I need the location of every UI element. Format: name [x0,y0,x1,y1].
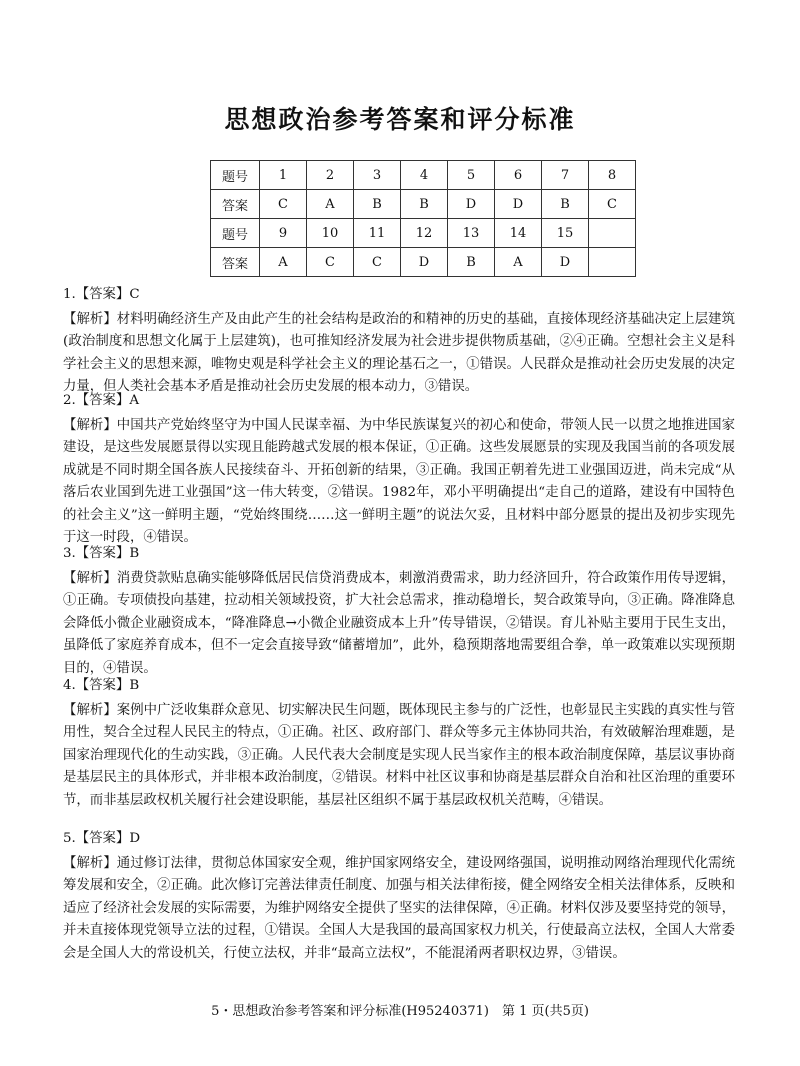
table-cell: 7 [542,161,589,190]
table-cell: B [542,190,589,219]
question-2 [63,390,735,550]
question-answer-heading: 5.【答案】D [63,831,141,846]
table-cell: 13 [448,219,495,248]
page-title: 思想政治参考答案和评分标准 [224,105,576,134]
table-cell: 题号 [211,219,260,248]
table-cell: A [260,248,307,277]
question-explanation: 【解析】中国共产党始终坚守为中国人民谋幸福、为中华民族谋复兴的初心和使命，带领人民一以贯之地推进国家建设，是这些发展愿景得以实现且能跨越式发展的根本保证，①正确。这些发展愿景的实现及我国当前的各项发展成就是不同时期全国各族人民接续奋斗、开拓创新的结果，③正确。我国正朝着先进工业强国迈进，尚未完成“从落后农业国到先进工业强国”这一伟大转变，②错误。1982年，邓小平明确提出“走自己的道路，建设有中国特色的社会主义”这一鲜明主题，“党始终围绕……这一鲜明主题”的说法欠妥，且材料中部分愿景的提出及初步实现先于这一时段，④错误。 [63,417,735,545]
table-cell: 1 [260,161,307,190]
question-1 [63,284,735,399]
table-cell: 答案 [211,248,260,277]
table-cell: 题号 [211,161,260,190]
page-footer: 5・思想政治参考答案和评分标准(H95240371) 第 1 页(共5页) [211,1004,589,1019]
table-row [211,190,636,219]
table-cell: 答案 [211,190,260,219]
table-cell: D [495,190,542,219]
table-cell: 8 [589,161,636,190]
table-cell: D [401,248,448,277]
table-row [211,248,636,277]
table-cell: 10 [307,219,354,248]
question-explanation: 【解析】案例中广泛收集群众意见、切实解决民生问题，既体现民主参与的广泛性，也彰显民主实践的真实性与管用性，契合全过程人民民主的特点，①正确。社区、政府部门、群众等多元主体协同共治，有效破解治理难题，是国家治理现代化的生动实践，③正确。人民代表大会制度是实现人民当家作主的根本政治制度保障，基层议事协商是基层民主的具体形式，并非根本政治制度，②错误。材料中社区议事和协商是基层群众自治和社区治理的重要环节，而非基层政权机关履行社会建设职能，基层社区组织不属于基层政权机关范畴，④错误。 [63,702,735,808]
table-cell: 2 [307,161,354,190]
question-answer-heading: 3.【答案】B [63,546,140,561]
table-cell: C [589,190,636,219]
table-cell [589,219,636,248]
table-cell [589,248,636,277]
table-cell: C [260,190,307,219]
table-cell: 12 [401,219,448,248]
table-cell: C [307,248,354,277]
table-row [211,161,636,190]
table-cell: A [307,190,354,219]
question-5 [63,828,735,965]
table-cell: D [448,190,495,219]
question-answer-heading: 4.【答案】B [63,678,140,693]
table-cell: 6 [495,161,542,190]
table-cell: 5 [448,161,495,190]
table-cell: C [354,248,401,277]
table-cell: 9 [260,219,307,248]
table-cell: 14 [495,219,542,248]
table-cell: 4 [401,161,448,190]
table-cell: 15 [542,219,589,248]
question-3 [63,543,735,680]
table-cell: B [401,190,448,219]
question-answer-heading: 1.【答案】C [63,287,140,302]
table-cell: 11 [354,219,401,248]
question-explanation: 【解析】材料明确经济生产及由此产生的社会结构是政治的和精神的历史的基础，直接体现经济基础决定上层建筑(政治制度和思想文化属于上层建筑)，也可推知经济发展为社会进步提供物质基础，②④正确。空想社会主义是科学社会主义的思想来源，唯物史观是科学社会主义的理论基石之一，①错误。人民群众是推动社会历史发展的决定力量，但人类社会基本矛盾是推动社会历史发展的根本动力，③错误。 [63,311,735,394]
question-answer-heading: 2.【答案】A [63,393,140,408]
table-cell: B [354,190,401,219]
question-4 [63,675,735,812]
table-cell: B [448,248,495,277]
question-explanation: 【解析】消费贷款贴息确实能够降低居民信贷消费成本，刺激消费需求，助力经济回升，符合政策作用传导逻辑，①正确。专项债投向基建，拉动相关领域投资，扩大社会总需求，推动稳增长，契合政策导向，③正确。降准降息会降低小微企业融资成本，“降准降息→小微企业融资成本上升”传导错误，②错误。育儿补贴主要用于民生支出，虽降低了家庭养育成本，但不一定会直接导致“储蓄增加”，此外，稳预期落地需要组合拳，单一政策难以实现预期目的，④错误。 [63,570,735,676]
answer-table [210,160,636,277]
table-row [211,219,636,248]
table-cell: A [495,248,542,277]
table-cell: D [542,248,589,277]
table-cell: 3 [354,161,401,190]
question-explanation: 【解析】通过修订法律，贯彻总体国家安全观，维护国家网络安全，建设网络强国，说明推动网络治理现代化需统筹发展和安全，②正确。此次修订完善法律责任制度、加强与相关法律衔接，健全网络安全相关法律体系，反映和适应了经济社会发展的实际需要，为维护网络安全提供了坚实的法律保障，④正确。材料仅涉及要坚持党的领导，并未直接体现党领导立法的过程，①错误。全国人大是我国的最高国家权力机关，行使最高立法权，全国人大常委会是全国人大的常设机关，行使立法权，并非“最高立法权”，不能混淆两者职权边界，③错误。 [63,855,735,961]
